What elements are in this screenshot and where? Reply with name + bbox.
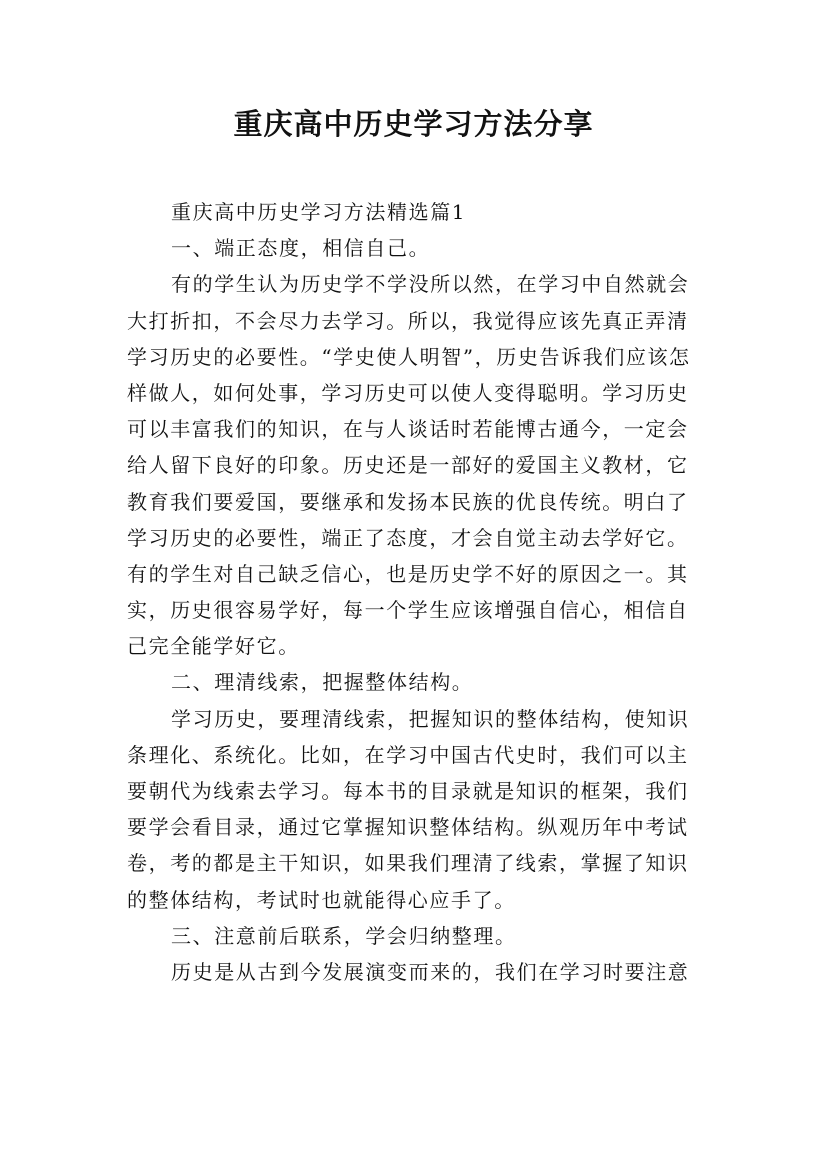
text-line: 实，历史很容易学好，每一个学生应该增强自信心，相信自 [127,598,689,623]
text-line: 教育我们要爱国，要继承和发扬本民族的优良传统。明白了 [127,489,689,514]
text-line: 学习历史，要理清线索，把握知识的整体结构，使知识 [171,706,690,731]
text-line: 重庆高中历史学习方法精选篇1 [171,200,467,224]
text-line: 条理化、系统化。比如，在学习中国古代史时，我们可以主 [127,742,689,767]
text-line: 己完全能学好它。 [127,634,300,659]
text-line: 有的学生认为历史学不学没所以然，在学习中自然就会 [171,272,690,297]
text-line: 卷，考的都是主干知识，如果我们理清了线索，掌握了知识 [127,851,689,876]
text-line: 给人留下良好的印象。历史还是一部好的爱国主义教材，它 [127,453,689,478]
document-title: 重庆高中历史学习方法分享 [233,107,594,141]
text-line: 二、理清线索，把握整体结构。 [171,670,474,695]
text-line: 历史是从古到今发展演变而来的，我们在学习时要注意 [171,959,690,984]
text-line: 三、注意前后联系，学会归纳整理。 [171,923,517,948]
text-line: 大打折扣，不会尽力去学习。所以，我觉得应该先真正弄清 [127,308,689,333]
document-body [127,194,727,990]
text-line: 学习历史的必要性。“学史使人明智”，历史告诉我们应该怎 [127,344,691,369]
text-line: 有的学生对自己缺乏信心，也是历史学不好的原因之一。其 [127,561,689,586]
text-line: 一、端正态度，相信自己。 [171,236,431,261]
text-line: 样做人，如何处事，学习历史可以使人变得聪明。学习历史 [127,380,689,405]
text-line: 要朝代为线索去学习。每本书的目录就是知识的框架，我们 [127,779,689,803]
text-line: 要学会看目录，通过它掌握知识整体结构。纵观历年中考试 [127,815,689,840]
text-line: 的整体结构，考试时也就能得心应手了。 [127,887,516,912]
text-line: 学习历史的必要性，端正了态度，才会自觉主动去学好它。 [127,525,689,550]
text-line: 可以丰富我们的知识，在与人谈话时若能博古通今，一定会 [127,417,689,442]
